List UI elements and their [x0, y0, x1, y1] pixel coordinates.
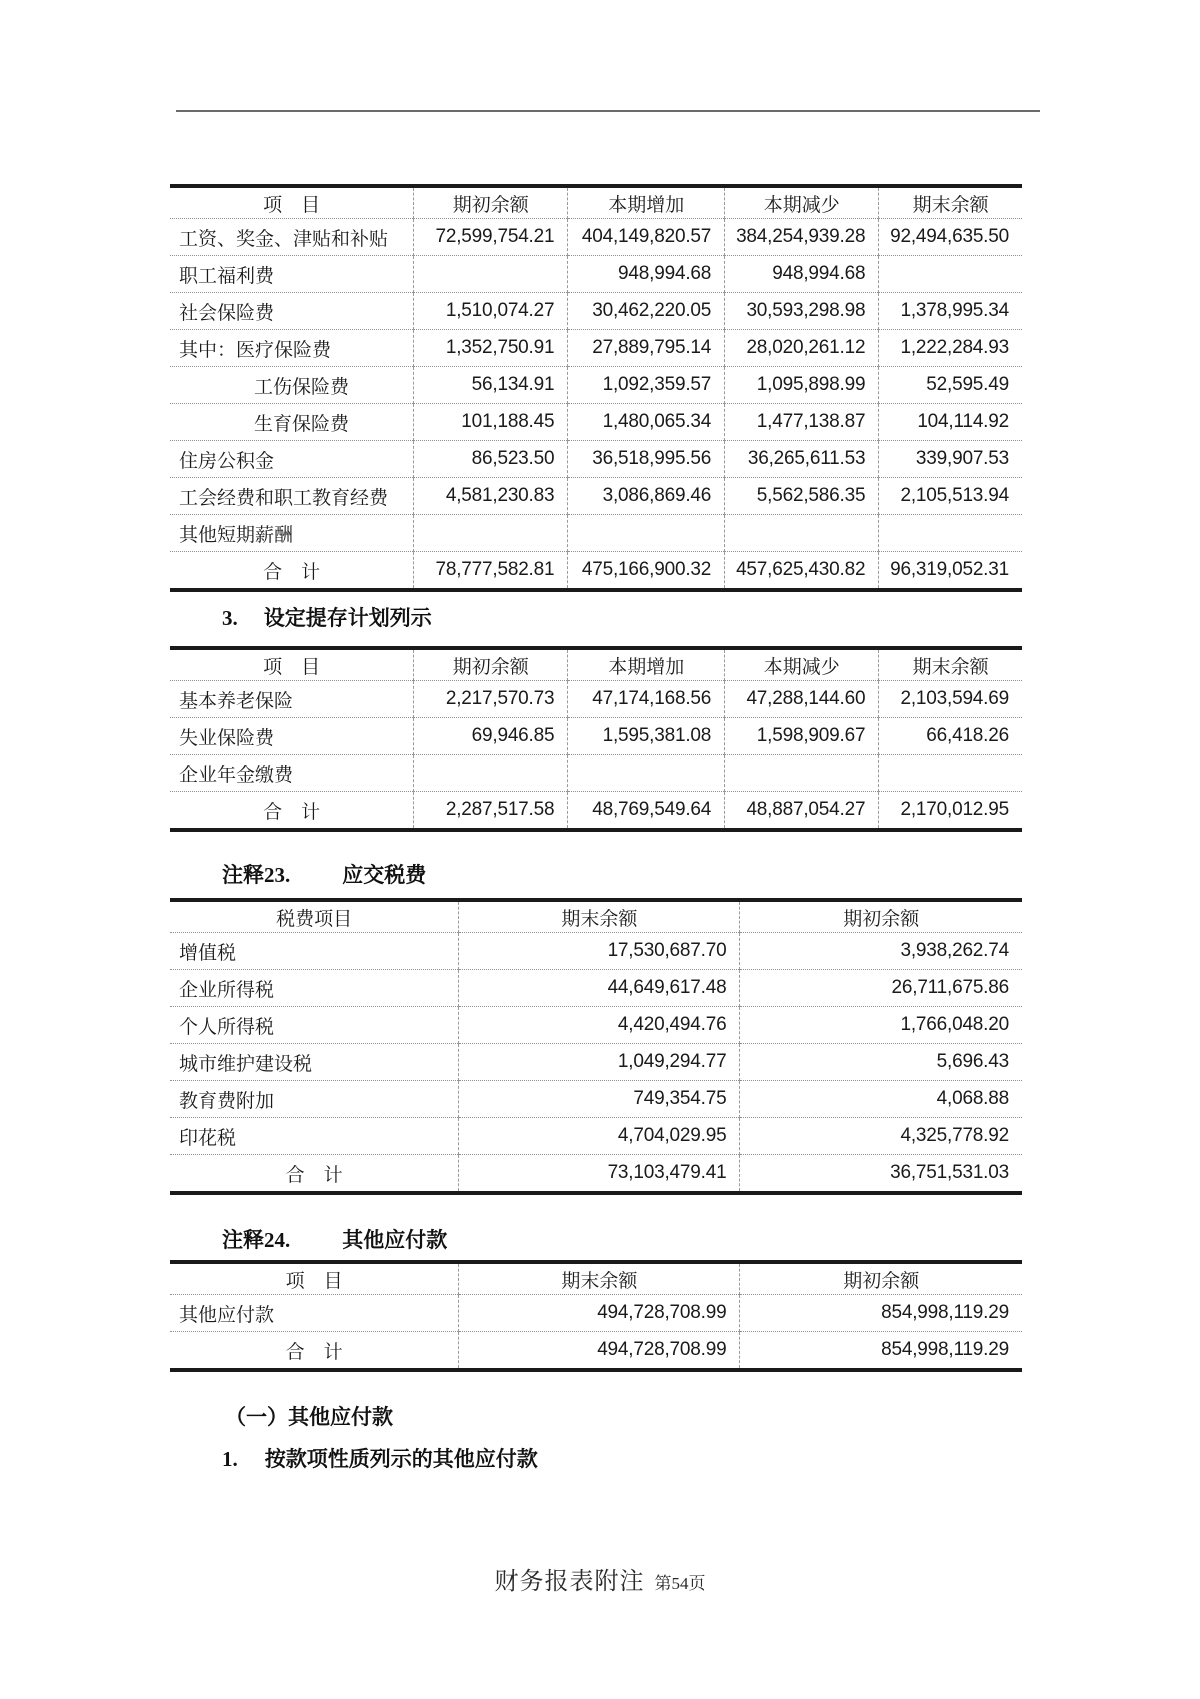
- cell-value: 948,994.68: [725, 256, 879, 293]
- cell-value: 2,105,513.94: [879, 478, 1022, 515]
- cell-value: 69,946.85: [414, 718, 568, 755]
- table-row: [170, 1295, 1022, 1332]
- cell-value: [414, 256, 568, 293]
- cell-value: 457,625,430.82: [725, 552, 879, 591]
- cell-value: 404,149,820.57: [568, 219, 725, 256]
- header-row: [170, 900, 1022, 933]
- cell-value: 73,103,479.41: [459, 1155, 740, 1194]
- footer-page-number: 第54页: [654, 1574, 706, 1593]
- cell-value: 1,480,065.34: [568, 404, 725, 441]
- item-title: 按款项性质列示的其他应付款: [264, 1447, 538, 1471]
- cell-value: [414, 755, 568, 792]
- cell-value: 36,518,995.56: [568, 441, 725, 478]
- cell-value: 475,166,900.32: [568, 552, 725, 591]
- cell-value: 28,020,261.12: [725, 330, 879, 367]
- cell-value: 2,287,517.58: [414, 792, 568, 831]
- cell-value: 47,288,144.60: [725, 681, 879, 718]
- column-header: 项 目: [170, 1262, 459, 1295]
- row-label: 其中：医疗保险费: [170, 330, 414, 367]
- row-label: 合 计: [170, 552, 414, 591]
- cell-value: 30,462,220.05: [568, 293, 725, 330]
- cell-value: 36,265,611.53: [725, 441, 879, 478]
- table-row: [170, 219, 1022, 256]
- row-label: 工资、奖金、津贴和补贴: [170, 219, 414, 256]
- row-label: 住房公积金: [170, 441, 414, 478]
- cell-value: 749,354.75: [459, 1081, 740, 1118]
- row-label: 个人所得税: [170, 1007, 459, 1044]
- note-number: 注释24.: [222, 1228, 291, 1252]
- footer-title: 财务报表附注: [494, 1569, 645, 1595]
- subsection-1-1-heading: [222, 1443, 538, 1473]
- table-row: [170, 478, 1022, 515]
- row-label: 教育费附加: [170, 1081, 459, 1118]
- row-label: 企业年金缴费: [170, 755, 414, 792]
- cell-value: 92,494,635.50: [890, 226, 1009, 247]
- data-table: [170, 646, 1022, 832]
- cell-value: [725, 755, 879, 792]
- table-row: [170, 1081, 1022, 1118]
- cell-value: 339,907.53: [879, 441, 1022, 478]
- total-row: [170, 792, 1022, 831]
- table-row: [170, 441, 1022, 478]
- cell-value: 4,581,230.83: [414, 478, 568, 515]
- total-row: [170, 552, 1022, 591]
- cell-value: 48,887,054.27: [725, 792, 879, 831]
- employee-compensation-table: [170, 184, 1022, 592]
- cell-value: 5,696.43: [740, 1044, 1022, 1081]
- cell-value: 1,049,294.77: [459, 1044, 740, 1081]
- defined-contribution-table: [170, 646, 1022, 832]
- cell-value: 4,068.88: [740, 1081, 1022, 1118]
- cell-value: 52,595.49: [879, 367, 1022, 404]
- row-label: 合 计: [170, 1155, 459, 1194]
- note-number: 注释23.: [222, 863, 291, 887]
- cell-value: 78,777,582.81: [414, 552, 568, 591]
- table-row: [170, 1007, 1022, 1044]
- cell-value: 1,598,909.67: [725, 718, 879, 755]
- note-title: 其他应付款: [342, 1228, 448, 1252]
- table-row: [170, 933, 1022, 970]
- data-table: [170, 898, 1022, 1195]
- table-row: [170, 256, 1022, 293]
- row-label: 基本养老保险: [170, 681, 414, 718]
- taxes-payable-table: [170, 898, 1022, 1195]
- cell-value: 36,751,531.03: [740, 1155, 1022, 1194]
- cell-value: 17,530,687.70: [459, 933, 740, 970]
- row-label: 合 计: [170, 792, 414, 831]
- row-label: 其他短期薪酬: [170, 515, 414, 552]
- column-header: 税费项目: [170, 900, 459, 933]
- cell-value: [725, 515, 879, 552]
- cell-value: [568, 515, 725, 552]
- cell-value: 854,998,119.29: [881, 1302, 1009, 1323]
- cell-value: 44,649,617.48: [459, 970, 740, 1007]
- cell-value: 104,114.92: [879, 404, 1022, 441]
- table-row: [170, 293, 1022, 330]
- cell-value: 1,595,381.08: [568, 718, 725, 755]
- note-24-heading: [222, 1224, 447, 1254]
- cell-value: 4,704,029.95: [459, 1118, 740, 1155]
- row-label: 合 计: [170, 1332, 459, 1371]
- header-row: [170, 648, 1022, 681]
- column-header: 期末余额: [459, 1262, 740, 1295]
- cell-value: 1,352,750.91: [414, 330, 568, 367]
- cell-value: 1,766,048.20: [740, 1007, 1022, 1044]
- cell-value: 96,319,052.31: [879, 552, 1022, 591]
- item-number: 1.: [222, 1447, 238, 1471]
- cell-value: 3,086,869.46: [568, 478, 725, 515]
- column-header: 本期增加: [568, 186, 725, 219]
- cell-value: 3,938,262.74: [900, 940, 1009, 961]
- row-label: 职工福利费: [170, 256, 414, 293]
- cell-value: 1,510,074.27: [414, 293, 568, 330]
- column-header: 期初余额: [414, 648, 568, 681]
- total-row: [170, 1155, 1022, 1194]
- other-payables-table: [170, 1260, 1022, 1372]
- cell-value: 2,217,570.73: [414, 681, 568, 718]
- table-row: [170, 681, 1022, 718]
- cell-value: 384,254,939.28: [725, 219, 879, 256]
- note-title: 应交税费: [342, 863, 427, 887]
- row-label: 印花税: [170, 1118, 459, 1155]
- cell-value: 1,092,359.57: [568, 367, 725, 404]
- cell-value: 1,222,284.93: [879, 330, 1022, 367]
- column-header: 本期减少: [725, 648, 879, 681]
- cell-value: [879, 515, 1022, 552]
- cell-value: [414, 515, 568, 552]
- header-row: [170, 1262, 1022, 1295]
- row-label: 企业所得税: [170, 970, 459, 1007]
- cell-value: 948,994.68: [568, 256, 725, 293]
- column-header: 期初余额: [740, 1262, 1022, 1295]
- table-row: [170, 330, 1022, 367]
- cell-value: 72,599,754.21: [414, 219, 568, 256]
- table-row: [170, 367, 1022, 404]
- row-label: 社会保险费: [170, 293, 414, 330]
- header-row: [170, 186, 1022, 219]
- table-row: [170, 404, 1022, 441]
- cell-value: 101,188.45: [414, 404, 568, 441]
- column-header: 项 目: [170, 648, 414, 681]
- row-label: 增值税: [170, 933, 459, 970]
- cell-value: 1,095,898.99: [725, 367, 879, 404]
- section-number: 3.: [222, 606, 238, 630]
- column-header: 期末余额: [459, 900, 740, 933]
- cell-value: 494,728,708.99: [459, 1295, 740, 1332]
- cell-value: 30,593,298.98: [725, 293, 879, 330]
- column-header: 项 目: [170, 186, 414, 219]
- cell-value: 26,711,675.86: [740, 970, 1022, 1007]
- cell-value: 86,523.50: [414, 441, 568, 478]
- total-row: [170, 1332, 1022, 1371]
- cell-value: 1,378,995.34: [879, 293, 1022, 330]
- cell-value: 27,889,795.14: [568, 330, 725, 367]
- cell-value: 66,418.26: [879, 718, 1022, 755]
- cell-value: 1,477,138.87: [725, 404, 879, 441]
- cell-value: 5,562,586.35: [725, 478, 879, 515]
- cell-value: 4,325,778.92: [740, 1118, 1022, 1155]
- column-header: 期初余额: [740, 900, 1022, 933]
- section-title: 设定提存计划列示: [263, 606, 432, 630]
- cell-value: [879, 256, 1022, 293]
- table-row: [170, 970, 1022, 1007]
- data-table: [170, 1260, 1022, 1372]
- subsection-1-heading: （一）其他应付款: [225, 1405, 393, 1429]
- table-row: [170, 1044, 1022, 1081]
- cell-value: 494,728,708.99: [459, 1332, 740, 1371]
- row-label: 生育保险费: [170, 404, 414, 441]
- table-row: [170, 755, 1022, 792]
- cell-value: [568, 755, 725, 792]
- table-row: [170, 1118, 1022, 1155]
- cell-value: 854,998,119.29: [740, 1332, 1022, 1371]
- page-header-rule: [176, 110, 1040, 112]
- column-header: 期末余额: [879, 186, 1022, 219]
- column-header: 期初余额: [414, 186, 568, 219]
- cell-value: 47,174,168.56: [568, 681, 725, 718]
- cell-value: 4,420,494.76: [459, 1007, 740, 1044]
- column-header: 本期减少: [725, 186, 879, 219]
- cell-value: 2,170,012.95: [879, 792, 1022, 831]
- row-label: 其他应付款: [170, 1295, 459, 1332]
- data-table: [170, 184, 1022, 592]
- row-label: 工会经费和职工教育经费: [170, 478, 414, 515]
- cell-value: 56,134.91: [414, 367, 568, 404]
- column-header: 本期增加: [568, 648, 725, 681]
- note-23-heading: [222, 859, 426, 889]
- row-label: 工伤保险费: [170, 367, 414, 404]
- table-row: [170, 515, 1022, 552]
- section-3-heading: [222, 602, 432, 632]
- row-label: 城市维护建设税: [170, 1044, 459, 1081]
- cell-value: 2,103,594.69: [900, 688, 1009, 709]
- table-row: [170, 718, 1022, 755]
- cell-value: [879, 755, 1022, 792]
- page-footer: [0, 1561, 1200, 1596]
- column-header: 期末余额: [879, 648, 1022, 681]
- cell-value: 48,769,549.64: [568, 792, 725, 831]
- row-label: 失业保险费: [170, 718, 414, 755]
